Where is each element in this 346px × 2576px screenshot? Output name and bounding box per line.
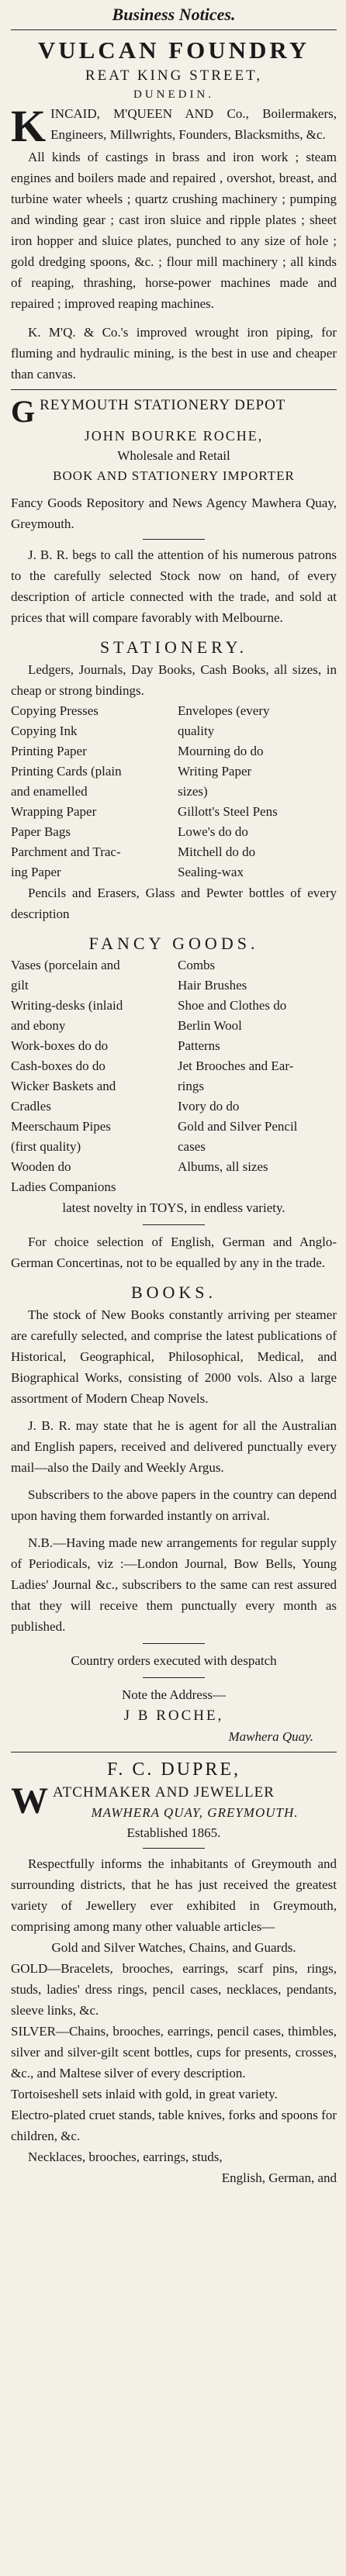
stationery-owner: JOHN BOURKE ROCHE, <box>84 428 264 444</box>
vulcan-note: K. M'Q. & Co.'s improved wrought iron piping, for fluming and hydraulic mining, is the best in use and cheaper than canvas. <box>11 325 337 382</box>
stationery-trade: Wholesale and Retail <box>117 448 230 463</box>
item-left: Cash-boxes do do <box>11 1058 106 1073</box>
section-header: Business Notices. <box>112 5 236 24</box>
item-row <box>11 1036 337 1056</box>
item-row <box>11 802 337 822</box>
item-row <box>11 1096 337 1117</box>
dupre-title-text: ATCHMAKER AND JEWELLER <box>53 1784 275 1801</box>
item-row <box>11 1117 337 1137</box>
item-right: Combs <box>178 958 216 972</box>
vulcan-intro-text: INCAID, M'QUEEN AND Co., Boilermakers, Engineers, Millwrights, Founders, Blacksmiths, &c. <box>50 106 337 142</box>
fancy-goods-tail: latest novelty in TOYS, in endless variety. <box>62 1200 285 1215</box>
drop-cap: W <box>11 1780 48 1822</box>
item-row <box>11 842 337 862</box>
item-right: Envelopes (every <box>178 703 270 718</box>
country-orders: Country orders executed with despatch <box>71 1653 277 1668</box>
item-right: Shoe and Clothes do <box>178 998 287 1013</box>
item-left: Paper Bags <box>11 824 71 839</box>
item-right: Ivory do do <box>178 1099 240 1114</box>
item-row <box>11 996 337 1016</box>
item-row <box>11 1056 337 1076</box>
signature-place: Mawhera Quay. <box>228 1729 313 1744</box>
column-body <box>11 5 337 2188</box>
item-row <box>11 1076 337 1096</box>
item-row <box>11 1177 337 1197</box>
stationery-section: STATIONERY. <box>99 637 248 657</box>
vulcan-intro <box>11 101 337 151</box>
stationery-items <box>11 701 337 882</box>
item-right: Gold and Silver Pencil <box>178 1119 298 1134</box>
stationery-section-intro: Ledgers, Journals, Day Books, Cash Books, all sizes, in cheap or strong bindings. <box>11 662 337 698</box>
dupre-gold: GOLD—Bracelets, brooches, earrings, scarf pins, rings, studs, ladies' dress rings, pencil cases, necklaces, pendants, sleeve links, &c. <box>11 1961 337 2018</box>
item-right: Hair Brushes <box>178 978 247 993</box>
item-left: Vases (porcelain and <box>11 958 120 972</box>
note-address: Note the Address— <box>121 1687 227 1702</box>
item-right: rings <box>178 1079 204 1093</box>
item-row <box>11 1016 337 1036</box>
dupre-watches: Gold and Silver Watches, Chains, and Guards. <box>51 1940 296 1955</box>
stationery-title-text: REYMOUTH STATIONERY DEPOT <box>40 397 286 413</box>
agent-text: J. B. R. may state that he is agent for all the Australian and English papers, received and delivered punctually every mail—also the Daily and Weekly Argus. <box>11 1418 337 1475</box>
item-left: Parchment and Trac- <box>11 844 121 859</box>
item-row <box>11 721 337 741</box>
item-left: Copying Presses <box>11 703 99 718</box>
item-left: Printing Paper <box>11 744 87 758</box>
dupre-established: Established 1865. <box>126 1825 221 1840</box>
item-row <box>11 1157 337 1177</box>
dupre-tortoise: Tortoiseshell sets inlaid with gold, in great variety. <box>11 2087 278 2101</box>
stationery-ad <box>11 395 337 1747</box>
vulcan-ad <box>11 35 337 385</box>
item-right: Lowe's do do <box>178 824 248 839</box>
item-left: Wicker Baskets and <box>11 1079 116 1093</box>
item-right: quality <box>178 723 215 738</box>
dupre-address: MAWHERA QUAY, GREYMOUTH. <box>91 1805 299 1820</box>
item-row <box>11 1137 337 1157</box>
item-right <box>178 1177 337 1197</box>
vulcan-name: VULCAN FOUNDRY <box>37 36 310 64</box>
short-divider <box>143 1643 205 1644</box>
item-left: and enamelled <box>11 784 88 799</box>
short-divider <box>143 1677 205 1678</box>
item-left: Printing Cards (plain <box>11 764 122 779</box>
item-left: Wooden do <box>11 1159 71 1174</box>
dupre-name: F. C. DUPRE, <box>106 1759 241 1780</box>
item-left: Wrapping Paper <box>11 804 97 819</box>
item-right: Albums, all sizes <box>178 1159 268 1174</box>
item-row <box>11 782 337 802</box>
dupre-electro: Electro-plated cruet stands, table knives, forks and spoons for children, &c. <box>11 2108 337 2143</box>
item-left: Work-boxes do do <box>11 1038 109 1053</box>
item-left: Ladies Companions <box>11 1179 116 1194</box>
books-text: The stock of New Books constantly arriving per steamer are carefully selected, and comprise the latest publications of Historical, Geographical, Philosophical, Medical, and Biographical Works, consisting of 2000 vols. Also a large assortment of Modern Cheap Novels. <box>11 1307 337 1406</box>
item-left: ing Paper <box>11 865 61 879</box>
dupre-intro: Respectfully informs the inhabitants of Greymouth and surrounding districts, that he has just received the greatest variety of Jewellery ever exhibited in Greymouth, comprising among many other valuable articles— <box>11 1856 337 1934</box>
item-left: Cradles <box>11 1099 51 1114</box>
item-row <box>11 955 337 975</box>
dupre-tail: Necklaces, brooches, earrings, studs, <box>28 2150 223 2164</box>
short-divider <box>143 539 205 540</box>
item-left: Copying Ink <box>11 723 78 738</box>
item-right: Mitchell do do <box>178 844 256 859</box>
stationery-items-tail: Pencils and Erasers, Glass and Pewter bottles of every description <box>11 886 337 921</box>
nb-text: N.B.—Having made new arrangements for regular supply of Periodicals, viz :—London Journal, Bow Bells, Young Ladies' Journal &c., subscribers to the same can rest assured that they will receive them punctually every month as published. <box>11 1535 337 1634</box>
item-right: cases <box>178 1139 206 1154</box>
drop-cap: G <box>11 394 36 429</box>
short-divider <box>143 1224 205 1225</box>
item-row <box>11 761 337 782</box>
item-right: Jet Brooches and Ear- <box>178 1058 294 1073</box>
vulcan-street: REAT KING STREET, <box>85 67 263 84</box>
dupre-tail2: English, German, and <box>221 2170 337 2185</box>
item-left: and ebony <box>11 1018 66 1033</box>
divider <box>11 389 337 390</box>
vulcan-town: DUNEDIN. <box>133 88 215 101</box>
item-right: sizes) <box>178 784 208 799</box>
item-left: Writing-desks (inlaid <box>11 998 123 1013</box>
short-divider <box>143 1848 205 1849</box>
item-right: Gillott's Steel Pens <box>178 804 278 819</box>
concertinas-text: For choice selection of English, German and Anglo-German Concertinas, not to be equalled by any in the trade. <box>11 1234 337 1270</box>
item-row <box>11 741 337 761</box>
stationery-title <box>11 394 337 429</box>
item-right: Writing Paper <box>178 764 252 779</box>
fancy-goods-section: FANCY GOODS. <box>88 934 259 953</box>
drop-cap: K <box>11 101 47 151</box>
fancy-goods-items <box>11 955 337 1197</box>
item-right: Mourning do do <box>178 744 264 758</box>
item-right: Berlin Wool <box>178 1018 242 1033</box>
item-right: Sealing-wax <box>178 865 244 879</box>
vulcan-body: All kinds of castings in brass and iron work ; steam engines and boilers made and repaired , overshot, breast, and turbine water wheels ; quartz crushing machinery ; pumping and winding gear ; cast iron sluice and ripple plates ; sheet iron hopper and sluice plates, punched to any size of hole ; gold dredging spoons, &c. ; flour mill machinery ; all kinds of reaping, thrashing, horse-power machines made and repaired ; improved reaping machines. <box>11 150 337 311</box>
divider <box>11 29 337 30</box>
books-section: BOOKS. <box>130 1283 217 1302</box>
item-row <box>11 701 337 721</box>
item-left: (first quality) <box>11 1139 81 1154</box>
item-left: Meerschaum Pipes <box>11 1119 111 1134</box>
item-left: gilt <box>11 978 29 993</box>
dupre-silver: SILVER—Chains, brooches, earrings, pencil cases, thimbles, silver and silver-gilt scent bottles, cups for presents, crosses, &c., and Maltese silver of every description. <box>11 2024 337 2080</box>
signature: J B ROCHE, <box>123 1708 224 1724</box>
stationery-trade2: BOOK AND STATIONERY IMPORTER <box>53 468 295 483</box>
stationery-intro: J. B. R. begs to call the attention of his numerous patrons to the carefully selected Stock now on hand, of every description of article connected with the trade, and sold at prices that will compare favorably with Melbourne. <box>11 547 337 625</box>
dupre-ad <box>11 1757 337 2188</box>
item-row <box>11 975 337 996</box>
item-row <box>11 822 337 842</box>
subscribers-text: Subscribers to the above papers in the country can depend upon having them forwarded instantly on arrival. <box>11 1487 337 1523</box>
stationery-address: Fancy Goods Repository and News Agency Mawhera Quay, Greymouth. <box>11 496 337 531</box>
item-row <box>11 862 337 882</box>
item-right: Patterns <box>178 1038 220 1053</box>
